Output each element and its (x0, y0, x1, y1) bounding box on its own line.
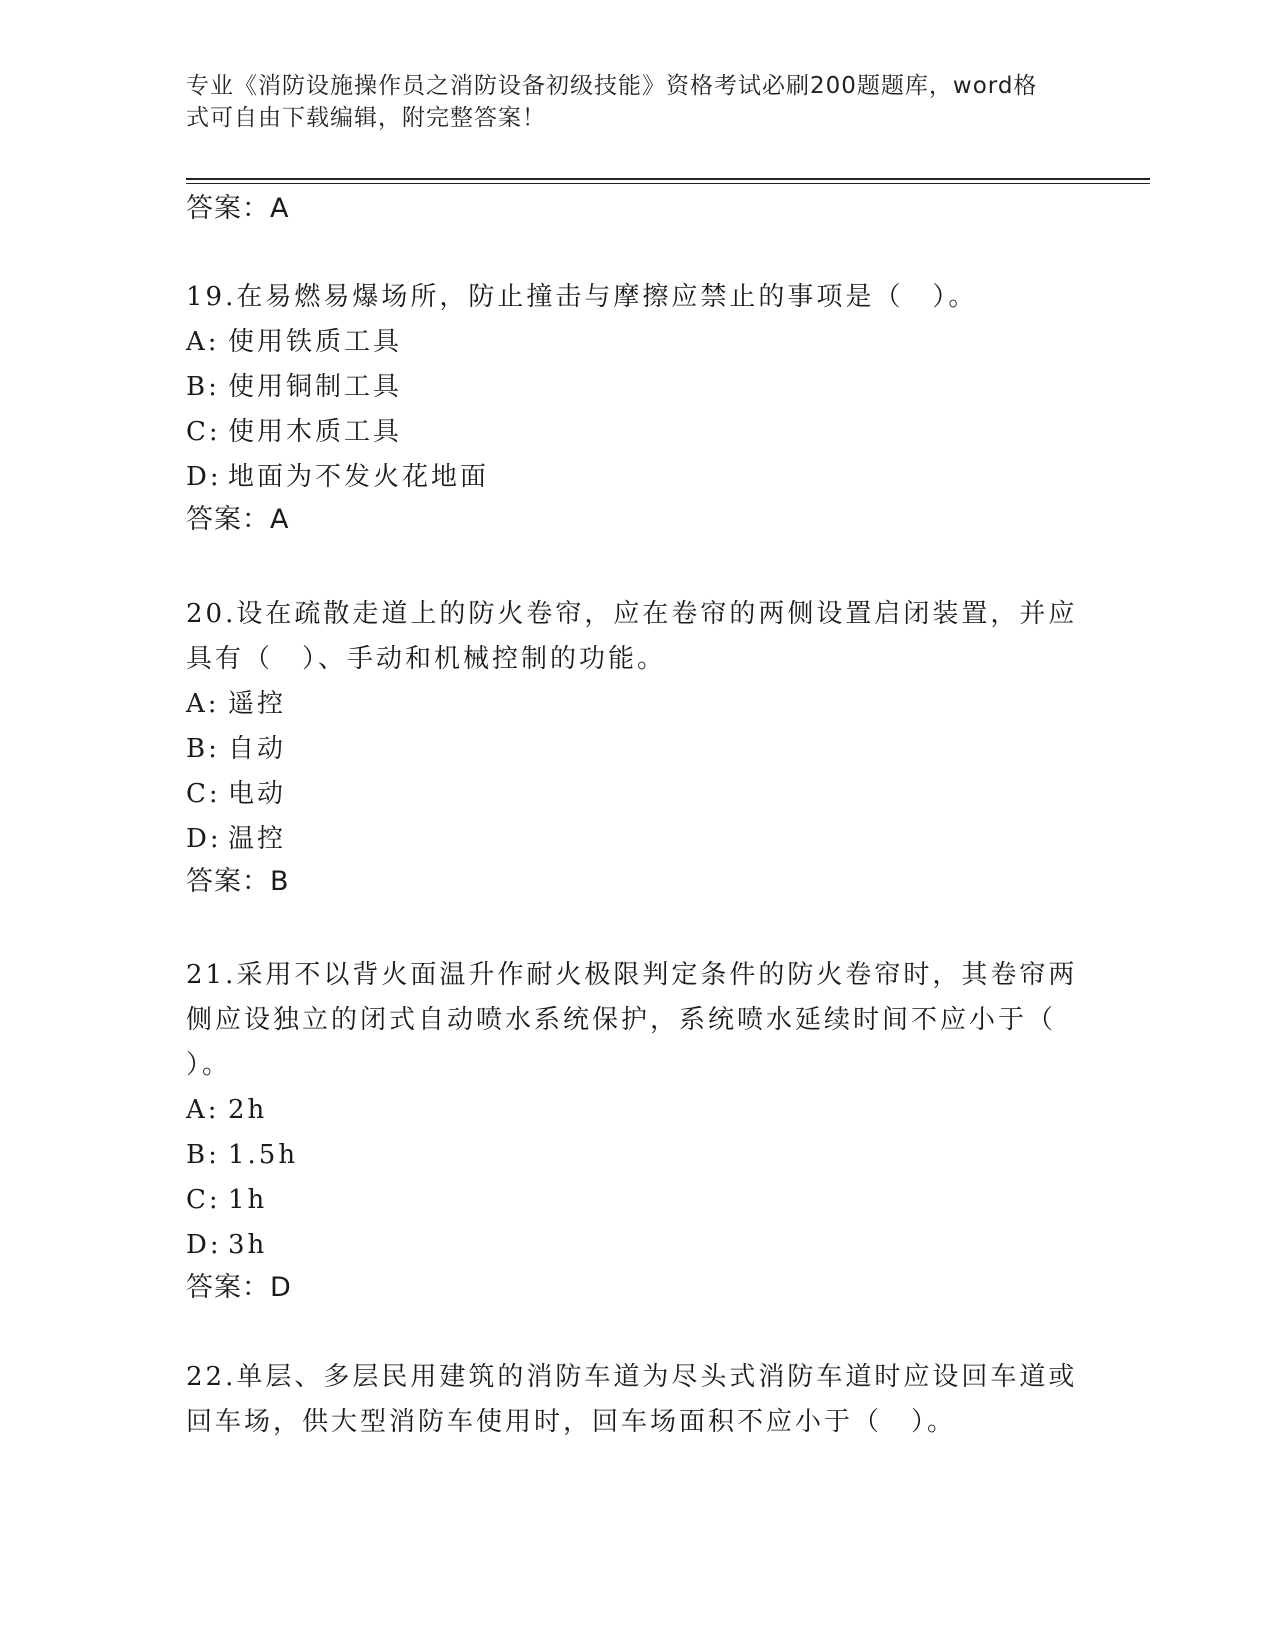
option-c (186, 410, 1086, 455)
question-text: 19.在易燃易爆场所，防止撞击与摩擦应禁止的事项是（ ）。 (186, 282, 978, 312)
answer: 答案：A (186, 504, 290, 535)
option-text: 温控 (228, 824, 287, 854)
option-text: 1.5h (228, 1140, 299, 1170)
option-letter: B: (186, 1140, 220, 1170)
option-letter: A: (186, 689, 220, 719)
option-a (186, 320, 1086, 365)
previous-answer: 答案：A (186, 193, 290, 224)
option-a (186, 682, 1086, 727)
answer: 答案：D (186, 1272, 292, 1303)
header-rule-thick (186, 178, 1150, 180)
question-20 (186, 592, 1086, 902)
option-letter: D: (186, 462, 222, 492)
question-text-line-1: 22.单层、多层民用建筑的消防车道为尽头式消防车道时应设回车道或 (186, 1362, 1078, 1392)
option-letter: D: (186, 1230, 222, 1260)
option-text: 1h (228, 1185, 268, 1215)
option-b (186, 1133, 1086, 1178)
option-text: 2h (228, 1095, 268, 1125)
question-text-line-2: 具有（ ）、手动和机械控制的功能。 (186, 644, 667, 674)
header-rule-thin (186, 183, 1150, 184)
question-21 (186, 953, 1086, 1308)
option-text: 自动 (228, 734, 287, 764)
option-text: 使用铜制工具 (228, 372, 403, 402)
option-letter: A: (186, 327, 220, 357)
question-19 (186, 275, 1086, 540)
option-text: 地面为不发火花地面 (228, 462, 490, 492)
answer: 答案：B (186, 866, 290, 897)
question-text-line-1: 20.设在疏散走道上的防火卷帘，应在卷帘的两侧设置启闭装置，并应 (186, 599, 1078, 629)
option-letter: C: (186, 417, 221, 447)
question-22 (186, 1355, 1086, 1445)
option-c (186, 1178, 1086, 1223)
header-line-1: 专业《消防设施操作员之消防设备初级技能》资格考试必刷200题题库，word格 (186, 73, 1038, 99)
option-letter: B: (186, 372, 220, 402)
option-c (186, 772, 1086, 817)
option-text: 3h (228, 1230, 268, 1260)
option-text: 使用铁质工具 (228, 327, 403, 357)
option-b (186, 365, 1086, 410)
option-text: 电动 (228, 779, 287, 809)
question-text-line-2: 回车场，供大型消防车使用时，回车场面积不应小于（ ）。 (186, 1407, 957, 1437)
option-text: 使用木质工具 (228, 417, 403, 447)
option-b (186, 727, 1086, 772)
option-a (186, 1088, 1086, 1133)
option-letter: C: (186, 1185, 221, 1215)
option-letter: A: (186, 1095, 220, 1125)
question-text-line-1: 21.采用不以背火面温升作耐火极限判定条件的防火卷帘时，其卷帘两 (186, 960, 1078, 990)
question-text-line-2: 侧应设独立的闭式自动喷水系统保护，系统喷水延续时间不应小于（ (186, 1005, 1057, 1035)
option-letter: B: (186, 734, 220, 764)
document-header (186, 70, 1066, 134)
option-text: 遥控 (228, 689, 287, 719)
option-letter: D: (186, 824, 222, 854)
question-text-line-3: ）。 (186, 1050, 232, 1080)
option-d (186, 1223, 1086, 1268)
option-letter: C: (186, 779, 221, 809)
option-d (186, 455, 1086, 500)
option-d (186, 817, 1086, 862)
header-line-2: 式可自由下载编辑，附完整答案！ (186, 105, 546, 131)
